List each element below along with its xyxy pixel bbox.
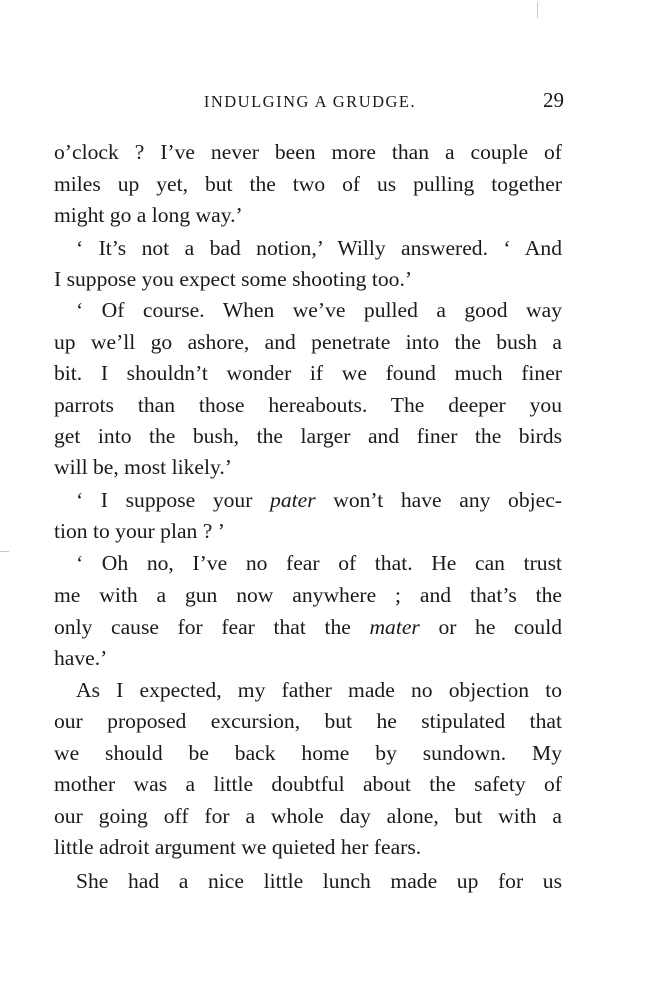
text-run: or he could — [419, 615, 562, 639]
text-line: I suppose you expect some shooting too.’ — [54, 267, 413, 291]
page-number: 29 — [543, 88, 564, 112]
text-line: ‘ Oh no, I’ve no fear of that. He can trust — [76, 551, 562, 575]
text-run: ‘ I suppose your — [76, 488, 271, 512]
text-line: ‘ Of course. When we’ve pulled a good way — [76, 298, 562, 322]
text-run: only cause for fear that the — [54, 615, 370, 639]
text-line: up we’ll go ashore, and penetrate into the bush a — [54, 330, 562, 354]
text-line: She had a nice little lunch made up for us — [76, 869, 562, 893]
text-line — [54, 612, 562, 643]
text-line: our proposed excursion, but he stipulated that — [54, 709, 562, 733]
running-head — [54, 88, 566, 118]
text-line: little adroit argument we quieted her fears. — [54, 835, 422, 859]
text-line: parrots than those hereabouts. The deeper you — [54, 393, 562, 417]
text-line: mother was a little doubtful about the safety of — [54, 772, 562, 796]
text-line: might go a long way.’ — [54, 203, 243, 227]
running-title: INDULGING A GRUDGE. — [203, 92, 417, 111]
text-line: have.’ — [54, 646, 108, 670]
text-line: we should be back home by sundown. My — [54, 741, 562, 765]
text-line — [76, 485, 562, 516]
text-line: bit. I shouldn’t wonder if we found much finer — [54, 361, 562, 385]
text-line: o’clock ? I’ve never been more than a couple of — [54, 140, 562, 164]
text-run: won’t have any objec- — [315, 488, 562, 512]
text-line: me with a gun now anywhere ; and that’s the — [54, 583, 562, 607]
text-line: As I expected, my father made no objection to — [76, 678, 562, 702]
text-line: our going off for a whole day alone, but with a — [54, 804, 562, 828]
text-line: tion to your plan ? ’ — [54, 519, 225, 543]
edge-mark — [0, 551, 9, 552]
italic-word: mater — [369, 615, 420, 639]
text-line: ‘ It’s not a bad notion,’ Willy answered. ‘ And — [76, 236, 562, 260]
italic-word: pater — [270, 488, 316, 512]
text-line: miles up yet, but the two of us pulling together — [54, 172, 562, 196]
text-line: will be, most likely.’ — [54, 455, 232, 479]
text-line: get into the bush, the larger and finer the birds — [54, 424, 562, 448]
edge-mark — [537, 2, 538, 18]
